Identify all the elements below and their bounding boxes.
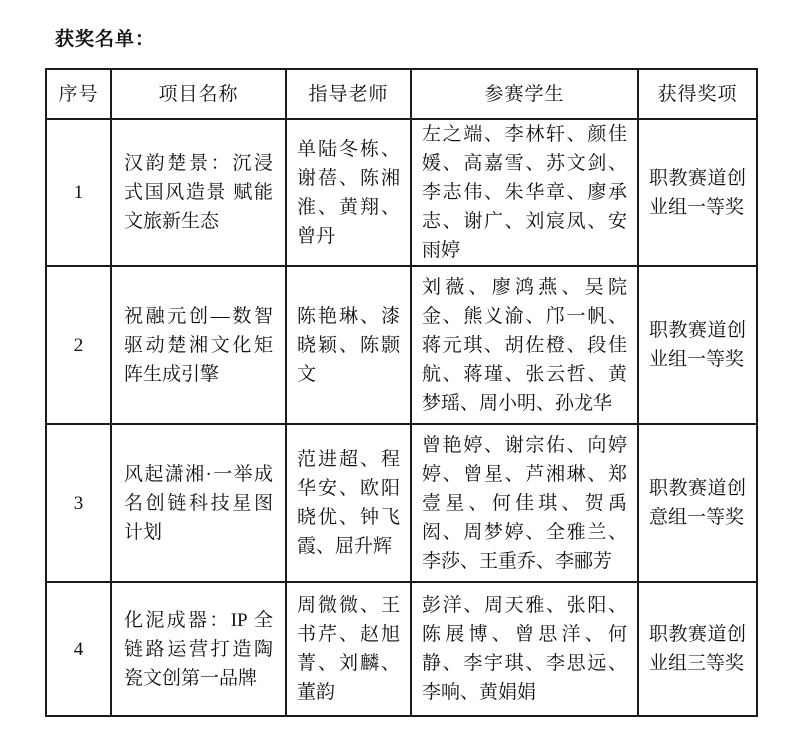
table-header-row: [46, 69, 757, 119]
cell-serial: 4: [46, 582, 111, 716]
cell-teachers: 周微微、王书芹、赵旭菁、刘麟、董韵: [286, 582, 411, 716]
header-advisors: 指导老师: [286, 69, 411, 119]
cell-project: 祝融元创—数智驱动楚湘文化矩阵生成引擎: [111, 266, 286, 424]
cell-award: 职教赛道创业组一等奖: [638, 119, 757, 266]
cell-award: 职教赛道创业组三等奖: [638, 582, 757, 716]
cell-project: 汉韵楚景：沉浸式国风造景 赋能文旅新生态: [111, 119, 286, 266]
cell-teachers: 单陆冬栋、谢蓓、陈湘淮、黄翔、曾丹: [286, 119, 411, 266]
table-row: [46, 424, 757, 582]
table-row: [46, 266, 757, 424]
header-project-name: 项目名称: [111, 69, 286, 119]
awards-table: [45, 68, 758, 717]
cell-students: 彭洋、周天雅、张阳、陈展博、曾思洋、何静、李宇琪、李思远、李响、黄娟娟: [411, 582, 638, 716]
cell-serial: 1: [46, 119, 111, 266]
cell-serial: 2: [46, 266, 111, 424]
cell-serial: 3: [46, 424, 111, 582]
header-students: 参赛学生: [411, 69, 638, 119]
cell-teachers: 范进超、程华安、欧阳晓优、钟飞霞、屈升辉: [286, 424, 411, 582]
cell-students: 曾艳婷、谢宗佑、向婷婷、曾星、芦湘琳、郑壹星、何佳琪、贺禹闳、周梦婷、全雅兰、李莎、王重乔、李郦芳: [411, 424, 638, 582]
table-row: [46, 119, 757, 266]
cell-students: 刘薇、廖鸿燕、吴院金、熊义渝、邝一帆、蒋元琪、胡佐橙、段佳航、蒋瑾、张云哲、黄梦瑶、周小明、孙龙华: [411, 266, 638, 424]
page-title: 获奖名单：: [55, 29, 156, 50]
cell-project: 化泥成器：IP 全链路运营打造陶瓷文创第一品牌: [111, 582, 286, 716]
header-award: 获得奖项: [638, 69, 757, 119]
cell-students: 左之端、李林轩、颜佳媛、高嘉雪、苏文剑、李志伟、朱华章、廖承志、谢广、刘宸凤、安雨婷: [411, 119, 638, 266]
table-row: [46, 582, 757, 716]
cell-award: 职教赛道创业组一等奖: [638, 266, 757, 424]
header-serial: 序号: [46, 69, 111, 119]
cell-project: 风起潇湘·一举成名创链科技星图计划: [111, 424, 286, 582]
cell-award: 职教赛道创意组一等奖: [638, 424, 757, 582]
cell-teachers: 陈艳琳、漆晓颖、陈颢文: [286, 266, 411, 424]
